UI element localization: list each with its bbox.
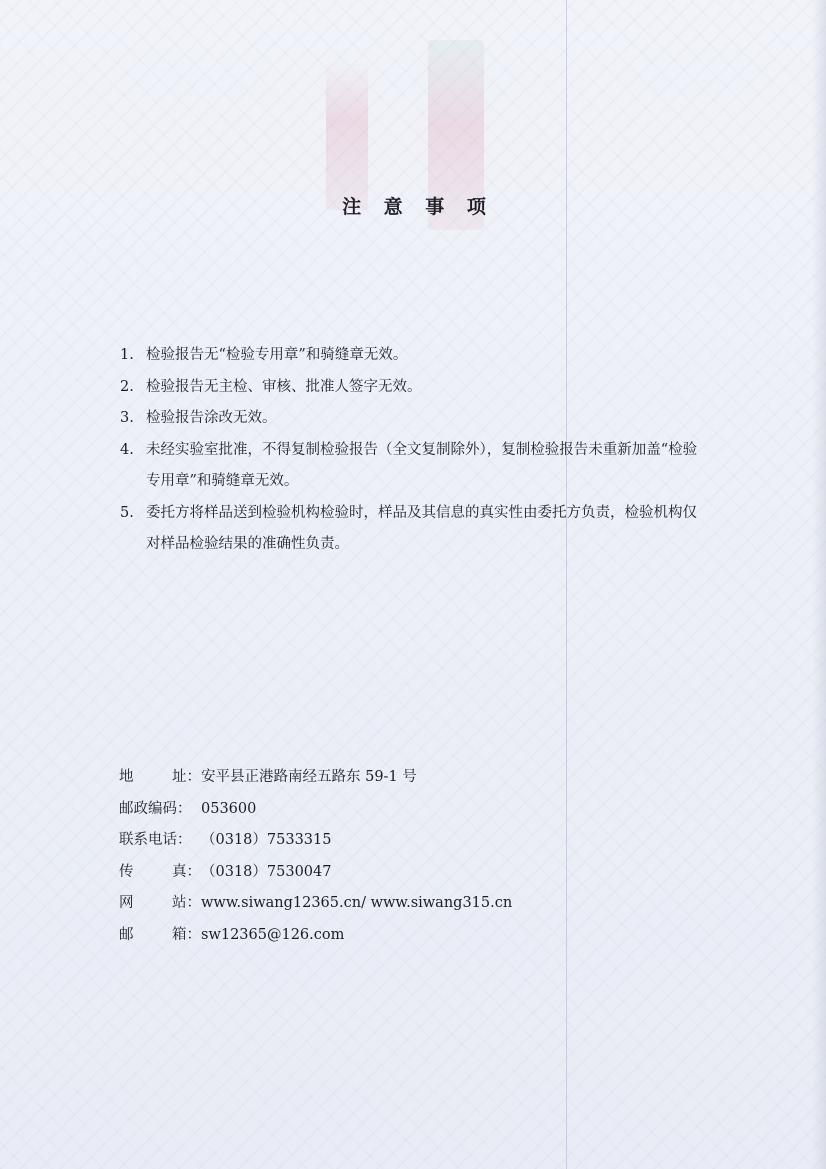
page-edge-shadow <box>812 0 826 1169</box>
note-item-4 <box>120 435 710 498</box>
contact-phone-value: （0318）7533315 <box>201 832 332 848</box>
contact-postcode-value: 053600 <box>201 800 257 817</box>
label-char: 地 <box>119 769 134 785</box>
note-item-5 <box>120 498 710 561</box>
note-text: 检验报告无“检验专用章”和骑缝章无效。 <box>146 347 408 363</box>
note-number: 3. <box>120 410 134 426</box>
contact-address-label <box>119 762 201 794</box>
contact-email-value: sw12365@126.com <box>201 926 345 943</box>
contact-website-row <box>119 888 679 920</box>
label-char: 传 <box>119 863 134 880</box>
contact-postcode-row <box>119 794 679 826</box>
label-char: 网 <box>119 895 134 911</box>
note-number: 2. <box>120 378 134 395</box>
contact-fax-row <box>119 857 679 889</box>
contact-email-row <box>119 920 679 952</box>
contact-info <box>119 762 679 951</box>
contact-website-label <box>119 888 201 920</box>
note-text: 检验报告无主检、审核、批准人签字无效。 <box>146 378 422 395</box>
contact-email-label <box>119 920 201 952</box>
contact-postcode-label: 邮政编码： <box>119 800 192 817</box>
faded-stamp-mark-left <box>326 60 368 210</box>
note-item-1 <box>120 340 710 372</box>
note-text: 未经实验室批准，不得复制检验报告（全文复制除外），复制检验报告未重新加盖“检验专用章”和骑缝章无效。 <box>146 441 698 489</box>
contact-phone-label: 联系电话： <box>119 832 192 848</box>
label-char: 真： <box>172 863 201 880</box>
note-text: 委托方将样品送到检验机构检验时，样品及其信息的真实性由委托方负责，检验机构仅对样品检验结果的准确性负责。 <box>146 504 697 552</box>
page-fold-line <box>566 0 567 1169</box>
note-number: 4. <box>120 441 134 458</box>
note-number: 1. <box>120 347 134 363</box>
label-char: 站： <box>172 895 201 911</box>
page-title: 注 意 事 项 <box>342 196 494 218</box>
label-char: 址： <box>172 769 201 785</box>
note-number: 5. <box>120 504 134 521</box>
contact-fax-label <box>119 857 201 889</box>
label-char: 邮 <box>119 926 134 943</box>
contact-address-value: 安平县正港路南经五路东 59-1 号 <box>201 769 417 785</box>
contact-address-row <box>119 762 679 794</box>
label-char: 箱： <box>172 926 201 943</box>
contact-phone-row <box>119 825 679 857</box>
contact-website-value: www.siwang12365.cn/ www.siwang315.cn <box>201 895 513 911</box>
note-item-3 <box>120 403 710 435</box>
contact-fax-value: （0318）7530047 <box>201 863 332 880</box>
note-text: 检验报告涂改无效。 <box>146 410 277 426</box>
notes-list <box>120 340 710 561</box>
note-item-2 <box>120 372 710 404</box>
